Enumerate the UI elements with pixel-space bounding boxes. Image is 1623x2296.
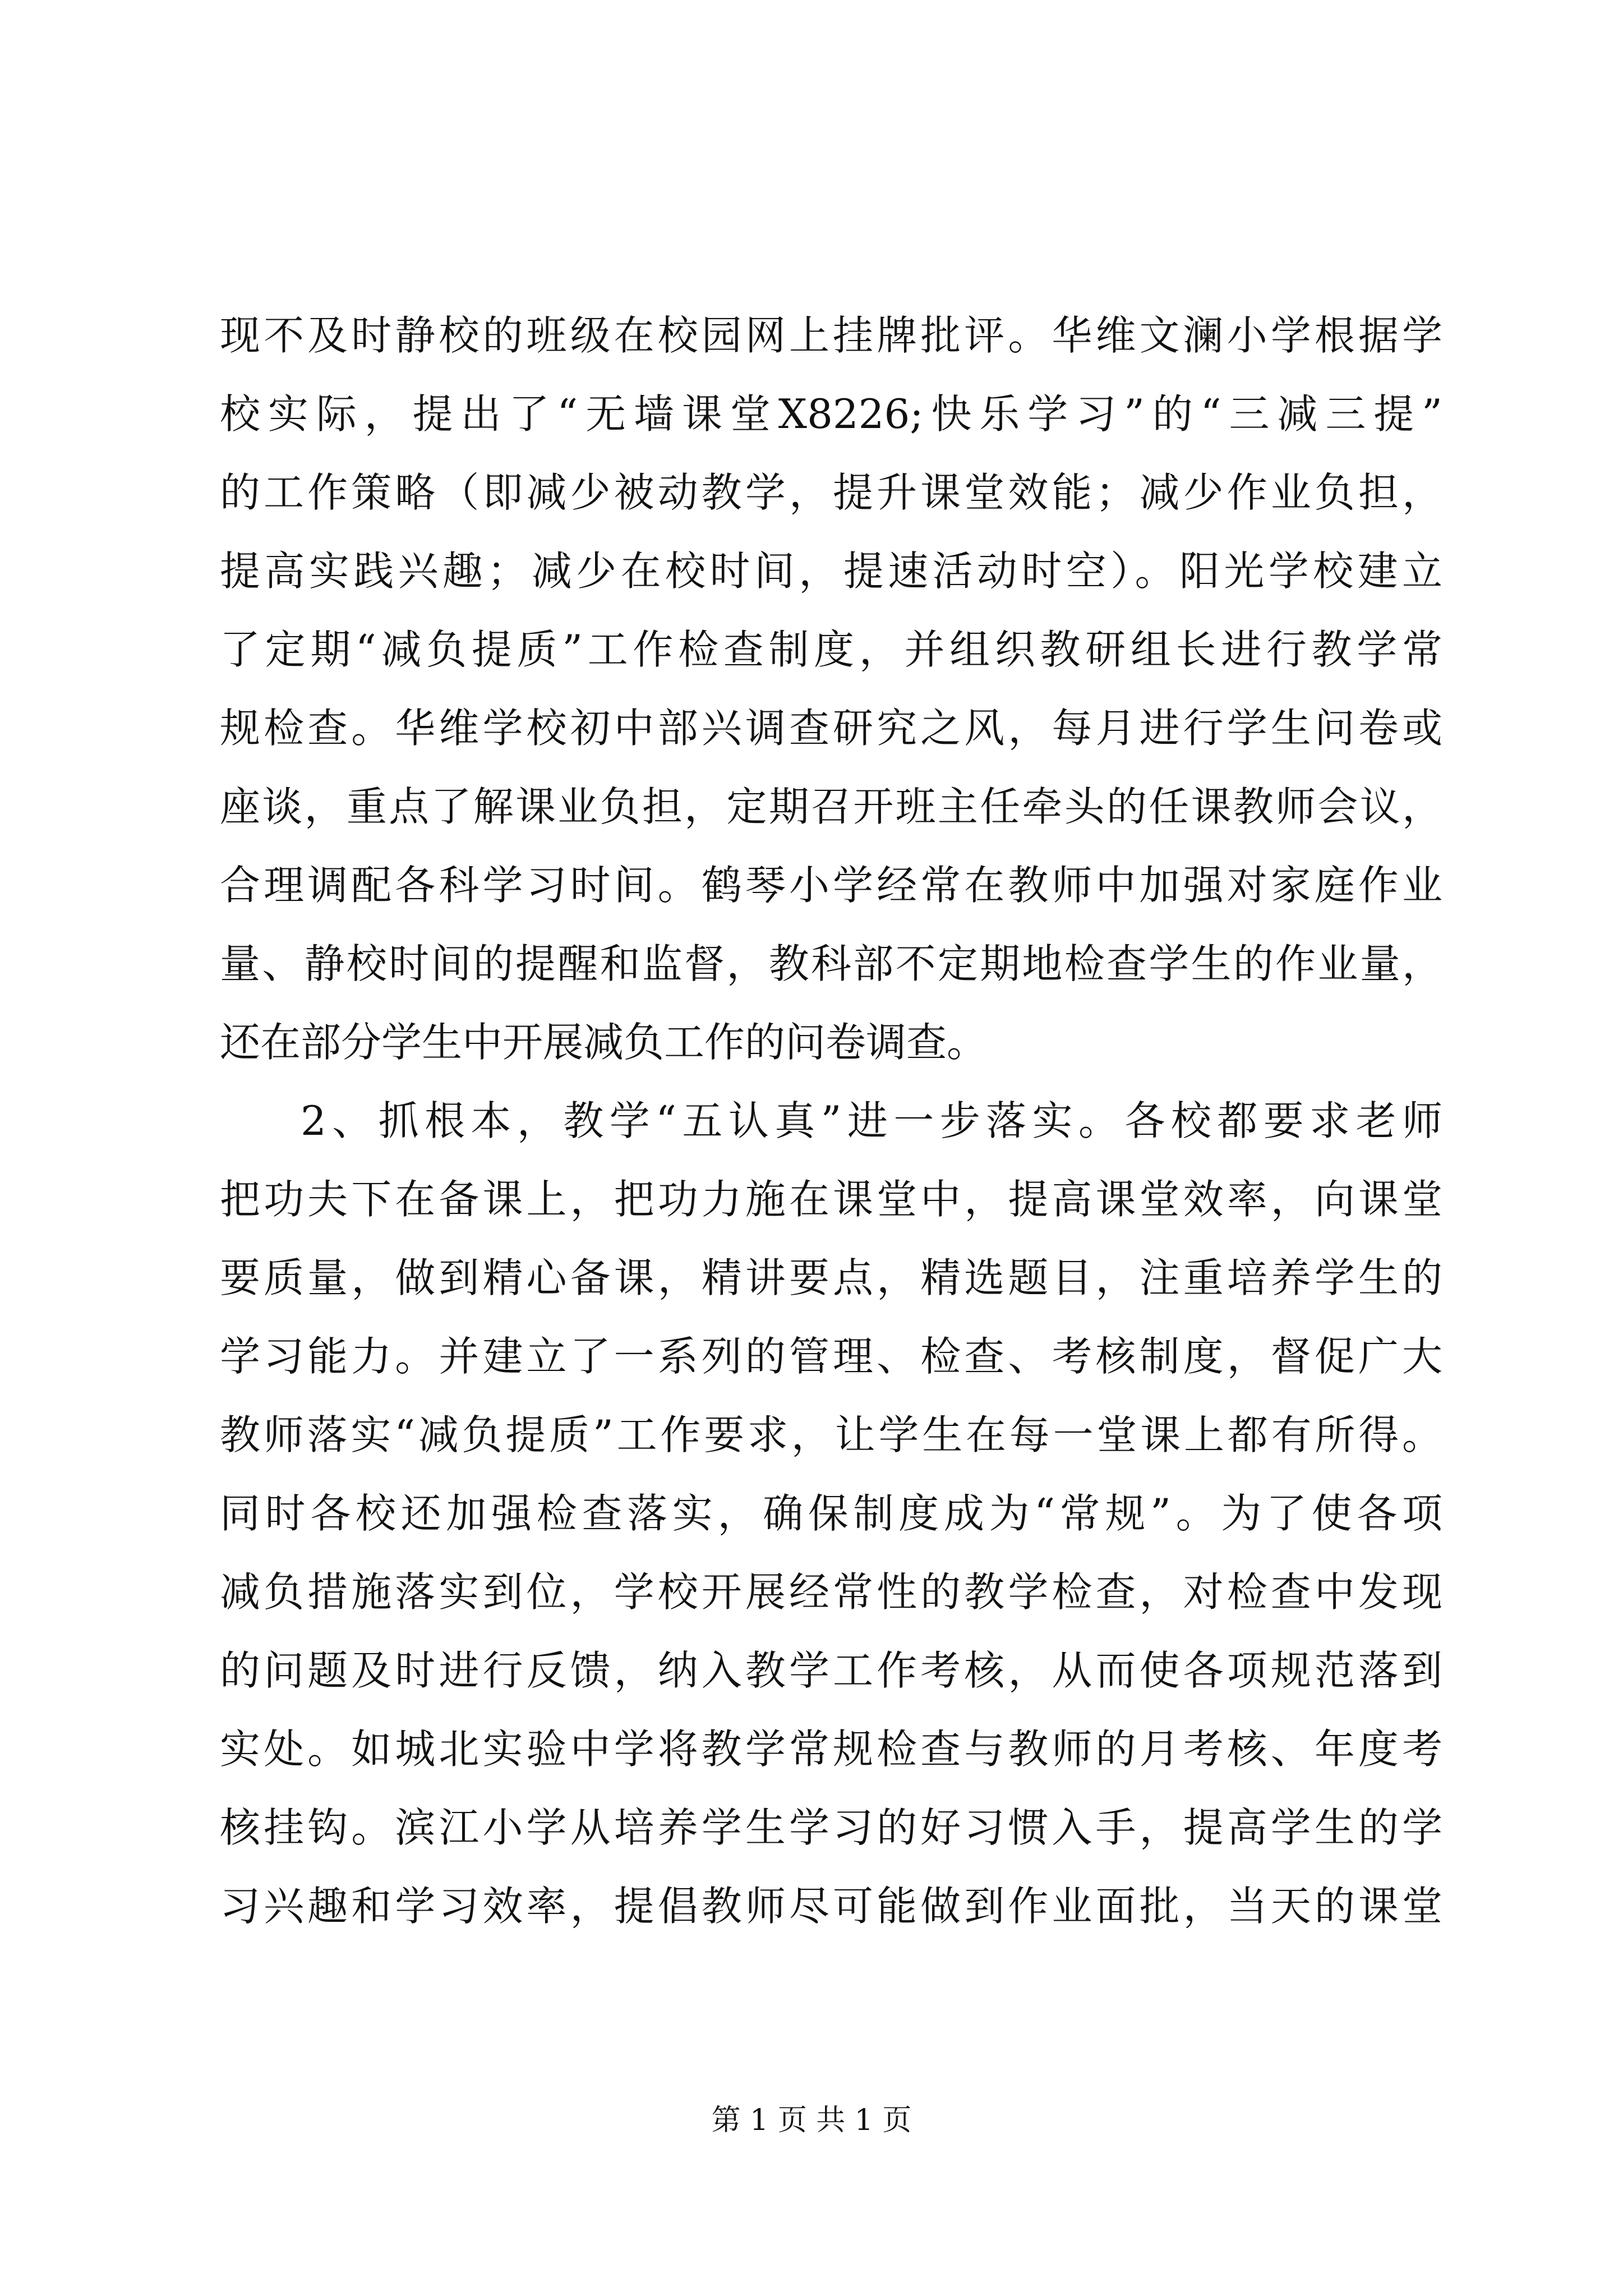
text-line: 2、抓根本，教学“五认真”进一步落实。各校都要求老师 bbox=[301, 1097, 1442, 1144]
text-line: 要质量，做到精心备课，精讲要点，精选题目，注重培养学生的 bbox=[220, 1254, 1442, 1301]
page-footer bbox=[0, 2098, 1623, 2143]
text-line: 核挂钩。滨江小学从培养学生学习的好习惯入手，提高学生的学 bbox=[220, 1804, 1442, 1851]
text-line: 同时各校还加强检查落实，确保制度成为“常规”。为了使各项 bbox=[220, 1490, 1442, 1537]
page-number-label: 第 1 页 共 1 页 bbox=[711, 2104, 912, 2137]
text-line: 教师落实“减负提质”工作要求，让学生在每一堂课上都有所得。 bbox=[220, 1411, 1442, 1458]
text-line: 了定期“减负提质”工作检查制度，并组织教研组长进行教学常 bbox=[220, 626, 1442, 673]
text-line: 习兴趣和学习效率，提倡教师尽可能做到作业面批，当天的课堂 bbox=[220, 1883, 1442, 1930]
paragraph-2 bbox=[220, 1082, 1442, 1945]
text-line: 还在部分学生中开展减负工作的问卷调查。 bbox=[220, 1019, 988, 1066]
text-line: 减负措施落实到位，学校开展经常性的教学检查，对检查中发现 bbox=[220, 1568, 1442, 1616]
text-line: 量、静校时间的提醒和监督，教科部不定期地检查学生的作业量， bbox=[220, 940, 1442, 987]
text-line: 座谈，重点了解课业负担，定期召开班主任牵头的任课教师会议， bbox=[220, 783, 1442, 830]
paragraph-1 bbox=[220, 296, 1442, 1082]
document-body bbox=[220, 296, 1442, 1945]
text-line: 的问题及时进行反馈，纳入教学工作考核，从而使各项规范落到 bbox=[220, 1647, 1442, 1694]
text-line: 合理调配各科学习时间。鹤琴小学经常在教师中加强对家庭作业 bbox=[220, 862, 1442, 909]
text-line: 规检查。华维学校初中部兴调查研究之风，每月进行学生问卷或 bbox=[220, 705, 1442, 752]
text-line: 的工作策略（即减少被动教学，提升课堂效能；减少作业负担， bbox=[220, 469, 1442, 516]
text-line: 校实际，提出了“无墙课堂X8226;快乐学习”的“三减三提” bbox=[220, 390, 1442, 438]
text-line: 学习能力。并建立了一系列的管理、检查、考核制度，督促广大 bbox=[220, 1333, 1442, 1380]
text-line: 现不及时静校的班级在校园网上挂牌批评。华维文澜小学根据学 bbox=[220, 312, 1442, 359]
text-line: 实处。如城北实验中学将教学常规检查与教师的月考核、年度考 bbox=[220, 1726, 1442, 1773]
text-line: 把功夫下在备课上，把功力施在课堂中，提高课堂效率，向课堂 bbox=[220, 1176, 1442, 1223]
text-line: 提高实践兴趣；减少在校时间，提速活动时空）。阳光学校建立 bbox=[220, 547, 1442, 595]
